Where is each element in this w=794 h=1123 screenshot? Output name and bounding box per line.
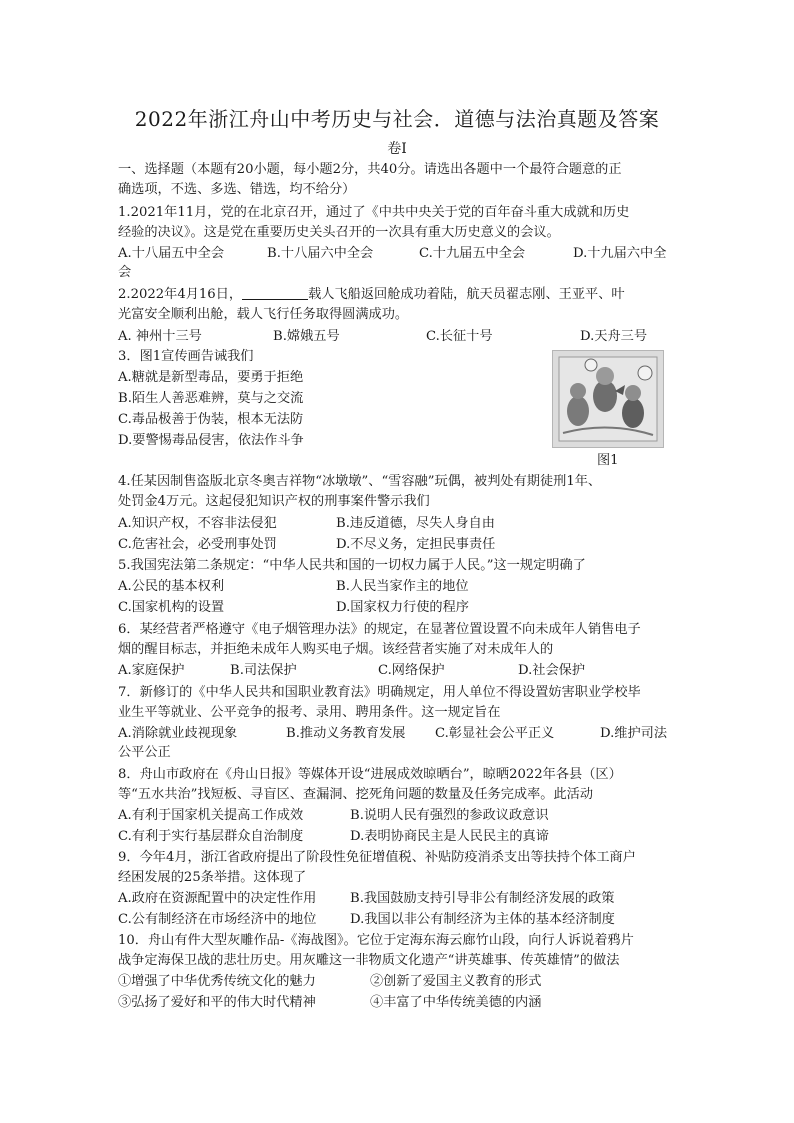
q7-option-d-wrap: 公平公正 <box>118 745 171 760</box>
q8-option-b: B.说明人民有强烈的参政议政意识 <box>350 808 549 823</box>
page-title: 2022年浙江舟山中考历史与社会．道德与法治真题及答案 <box>134 107 660 131</box>
q9-option-a: A.政府在资源配置中的决定性作用 <box>118 891 317 906</box>
q8-option-c: C.有利于实行基层群众自治制度 <box>118 829 304 844</box>
q1-option-d-wrap: 会 <box>118 265 132 280</box>
question-4-stem: 4.任某因制售盗版北京冬奥吉祥物“冰墩墩”、“雪容融”玩偶，被判处有期徒刑1年、 <box>118 474 602 489</box>
question-8-stem: 等“五水共治”找短板、寻盲区、查漏洞、挖死角问题的数量及任务完成率。此活动 <box>118 787 594 802</box>
q2-stem-prefix: 2.2022年4月16日， <box>118 287 243 302</box>
q1-option-c: C.十九届五中全会 <box>419 246 526 261</box>
q10-option-2: ②创新了爱国主义教育的形式 <box>370 974 542 989</box>
q1-option-d: D.十九届六中全 <box>573 246 667 261</box>
q3-option-b: B.陌生人善恶难辨，莫与之交流 <box>118 391 304 406</box>
q2-option-b: B.嫦娥五号 <box>273 329 340 344</box>
question-8-stem: 8．舟山市政府在《舟山日报》等媒体开设“进展成效晾晒台”，晾晒2022年各县（区） <box>118 767 622 782</box>
volume-label: 卷Ⅰ <box>387 141 407 157</box>
question-7-stem: 7．新修订的《中华人民共和国职业教育法》明确规定，用人单位不得设置妨害职业学校毕 <box>118 685 641 700</box>
q10-option-4: ④丰富了中华传统美德的内涵 <box>370 995 542 1010</box>
question-1-stem: 1.2021年11月，党的在北京召开，通过了《中共中央关于党的百年奋斗重大成就和历史 <box>118 205 630 220</box>
q2-stem-suffix: 载人飞船返回舱成功着陆，航天员翟志刚、王亚平、叶 <box>308 287 625 302</box>
q4-option-a: A.知识产权，不容非法侵犯 <box>118 516 277 531</box>
q8-option-d: D.表明协商民主是人民民主的真谛 <box>350 829 549 844</box>
anti-drug-poster-illustration <box>553 351 663 447</box>
q1-option-b: B.十八届六中全会 <box>267 246 374 261</box>
q4-option-c: C.危害社会，必受刑事处罚 <box>118 537 277 552</box>
q4-option-b: B.违反道德，尽失人身自由 <box>336 516 495 531</box>
question-4-stem: 处罚金4万元。这起侵犯知识产权的刑事案件警示我们 <box>118 494 430 509</box>
question-3-stem: 3．图1宣传画告诫我们 <box>118 349 254 364</box>
question-9-stem: 9．今年4月，浙江省政府提出了阶段性免征增值税、补贴防疫消杀支出等扶持个体工商户 <box>118 850 636 865</box>
q7-option-d: D.维护司法 <box>600 726 668 741</box>
q5-option-a: A.公民的基本权利 <box>118 579 225 594</box>
q4-option-d: D.不尽义务，定担民事责任 <box>336 537 496 552</box>
question-6-stem: 烟的醒目标志，并拒绝未成年人购买电子烟。该经营者实施了对未成年人的 <box>118 642 554 657</box>
question-5-stem: 5.我国宪法第二条规定：“中华人民共和国的一切权力属于人民。”这一规定明确了 <box>118 558 586 573</box>
q2-option-c: C.长征十号 <box>426 329 493 344</box>
question-2-stem <box>118 285 678 305</box>
q7-option-b: B.推动义务教育发展 <box>286 726 406 741</box>
q10-option-1: ①增强了中华优秀传统文化的魅力 <box>118 974 316 989</box>
question-6-stem: 6．某经营者严格遵守《电子烟管理办法》的规定，在显著位置设置不向未成年人销售电子 <box>118 622 641 637</box>
figure-1-poster <box>552 350 664 448</box>
q6-option-d: D.社会保护 <box>518 663 586 678</box>
q3-option-c: C.毒品极善于伪装，根本无法防 <box>118 412 304 427</box>
q9-option-d: D.我国以非公有制经济为主体的基本经济制度 <box>350 912 615 927</box>
question-9-stem: 经困发展的25条举措。这体现了 <box>118 870 307 885</box>
q8-option-a: A.有利于国家机关提高工作成效 <box>118 808 304 823</box>
answer-blank <box>242 285 308 300</box>
figure-1-caption: 图1 <box>597 453 619 468</box>
question-10-stem: 战争定海保卫战的悲壮历史。用灰雕这一非物质文化遗产“讲英雄事、传英雄情”的做法 <box>118 953 620 968</box>
q9-option-c: C.公有制经济在市场经济中的地位 <box>118 912 317 927</box>
q7-option-c: C.彰显社会公平正义 <box>435 726 555 741</box>
q6-option-a: A.家庭保护 <box>118 663 185 678</box>
q1-option-a: A.十八届五中全会 <box>118 246 225 261</box>
q3-option-a: A.糖就是新型毒品，要勇于拒绝 <box>118 370 304 385</box>
q6-option-b: B.司法保护 <box>230 663 297 678</box>
q5-option-c: C.国家机构的设置 <box>118 600 225 615</box>
question-10-stem: 10．舟山有件大型灰雕作品-《海战图》。它位于定海东海云廊竹山段，向行人诉说着鸦片 <box>118 933 634 948</box>
q10-option-3: ③弘扬了爱好和平的伟大时代精神 <box>118 995 316 1010</box>
q3-option-d: D.要警惕毒品侵害，依法作斗争 <box>118 433 304 448</box>
section-intro-line: 确选项，不选、多选、错选，均不给分） <box>118 182 356 197</box>
q2-option-a: A. 神州十三号 <box>118 329 202 344</box>
question-1-stem: 经验的决议》。这是党在重要历史关头召开的一次具有重大历史意义的会议。 <box>118 225 560 240</box>
q2-option-d: D.天舟三号 <box>580 329 648 344</box>
q9-option-b: B.我国鼓励支持引导非公有制经济发展的政策 <box>350 891 615 906</box>
question-7-stem: 业生平等就业、公平竞争的报考、录用、聘用条件。这一规定旨在 <box>118 705 501 720</box>
q7-option-a: A.消除就业歧视现象 <box>118 726 238 741</box>
question-2-stem: 光富安全顺利出舱，载人飞行任务取得圆满成功。 <box>118 307 409 322</box>
q6-option-c: C.网络保护 <box>378 663 445 678</box>
q5-option-d: D.国家权力行使的程序 <box>336 600 469 615</box>
section-intro-line: 一、选择题（本题有20小题，每小题2分，共40分。请选出各题中一个最符合题意的正 <box>118 162 622 177</box>
q5-option-b: B.人民当家作主的地位 <box>336 579 469 594</box>
